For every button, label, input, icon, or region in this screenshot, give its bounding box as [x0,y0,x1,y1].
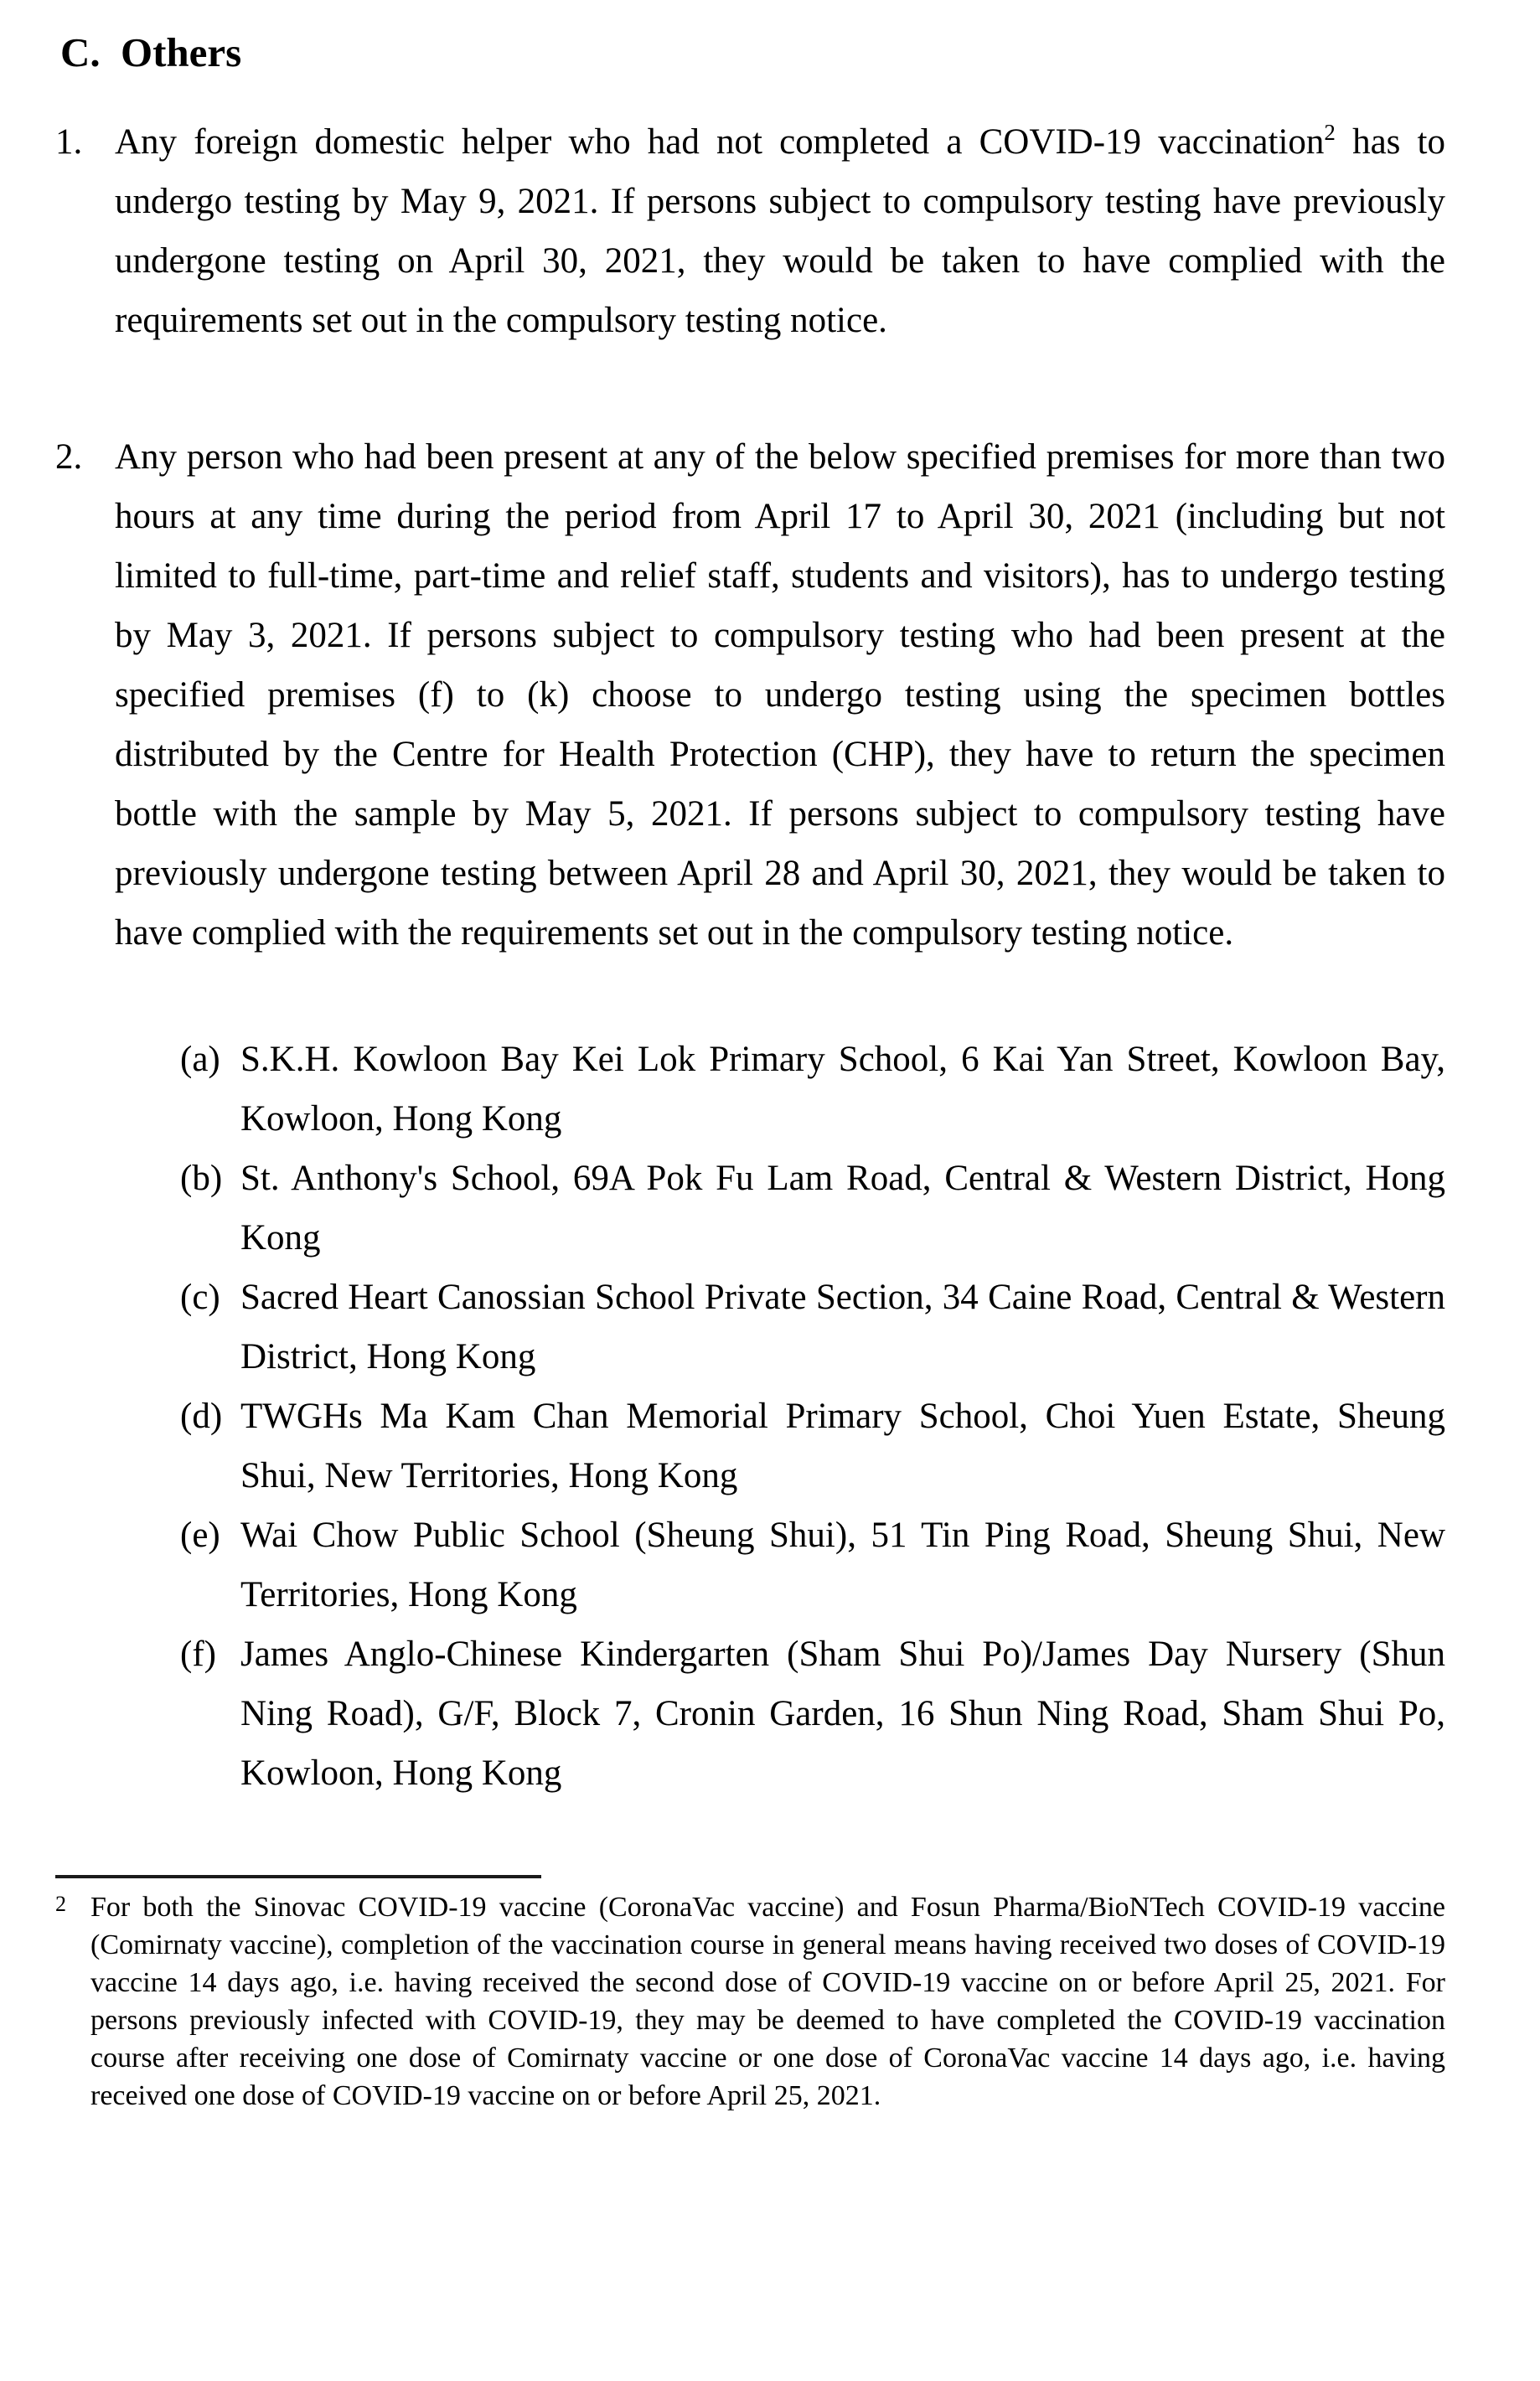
premises-list [180,1030,1445,1803]
premise-text: St. Anthony's School, 69A Pok Fu Lam Road, Central & Western District, Hong Kong [240,1159,1445,1258]
premise-text: S.K.H. Kowloon Bay Kei Lok Primary School, 6 Kai Yan Street, Kowloon Bay, Kowloon, Hong Kong [240,1040,1445,1139]
premise-label: (e) [180,1516,220,1555]
paragraph-number: 2. [55,437,83,477]
premise-label: (c) [180,1278,220,1317]
premise-label: (a) [180,1040,220,1079]
premise-text: James Anglo-Chinese Kindergarten (Sham Shui Po)/James Day Nursery (Shun Ning Road), G/F, Block 7, Cronin Garden, 16 Shun Ning Road, Sham Shui Po, Kowloon, Hong Kong [240,1635,1445,1793]
premise-item-b [180,1149,1445,1268]
section-heading [60,28,1445,77]
premise-item-e [180,1506,1445,1624]
footnote-separator-rule [55,1875,541,1878]
premise-text: TWGHs Ma Kam Chan Memorial Primary School, Choi Yuen Estate, Sheung Shui, New Territories, Hong Kong [240,1397,1445,1495]
premise-text: Wai Chow Public School (Sheung Shui), 51 Tin Ping Road, Sheung Shui, New Territories, Hong Kong [240,1516,1445,1614]
premise-item-f [180,1624,1445,1803]
premise-label: (d) [180,1397,223,1436]
footnote [55,1888,1445,2115]
premise-item-a [180,1030,1445,1149]
footnote-text: For both the Sinovac COVID-19 vaccine (CoronaVac vaccine) and Fosun Pharma/BioNTech COVID-19 vaccine (Comirnaty vaccine), completion of the vaccination course in general means having received two doses of COVID-19 vaccine 14 days ago, i.e. having received the second dose of COVID-19 vaccine on or before April 25, 2021. For persons previously infected with COVID-19, they may be deemed to have completed the COVID-19 vaccination course after receiving one dose of Comirnaty vaccine or one dose of CoronaVac vaccine 14 days ago, i.e. having received one dose of COVID-19 vaccine on or before April 25, 2021. [90,1892,1445,2111]
premise-item-d [180,1387,1445,1506]
footnote-marker: 2 [55,1892,66,1916]
paragraph-text-before-ref: Any foreign domestic helper who had not completed a COVID-19 vaccination [115,122,1325,162]
section-heading-label: C. [60,29,101,75]
section-heading-title: Others [121,29,242,75]
premise-label: (f) [180,1635,216,1674]
paragraph-number: 1. [55,122,83,162]
paragraph-body: Any person who had been present at any of the below specified premises for more than two hours at any time during the period from April 17 to April 30, 2021 (including but not limited to full-time, part-time and relief staff, students and visitors), has to undergo testing by May 3, 2021. If persons subject to compulsory testing who had been present at the specified premises (f) to (k) choose to undergo testing using the specimen bottles distributed by the Centre for Health Protection (CHP), they have to return the specimen bottle with the sample by May 5, 2021. If persons subject to compulsory testing have previously undergone testing between April 28 and April 30, 2021, they would be taken to have complied with the requirements set out in the compulsory testing notice. [115,437,1445,953]
paragraph-body [115,112,1445,350]
premise-item-c [180,1268,1445,1387]
footnote-reference-mark: 2 [1324,120,1336,145]
paragraph-text-after-ref: has to undergo testing by May 9, 2021. If persons subject to compulsory testing have previously undergone testing on April 30, 2021, they would be taken to have complied with the requirements set out in the compulsory testing notice. [115,122,1445,340]
premise-text: Sacred Heart Canossian School Private Section, 34 Caine Road, Central & Western District, Hong Kong [240,1278,1445,1376]
numbered-paragraph-2 [55,427,1445,963]
premise-label: (b) [180,1159,223,1198]
numbered-paragraph-1 [55,112,1445,350]
